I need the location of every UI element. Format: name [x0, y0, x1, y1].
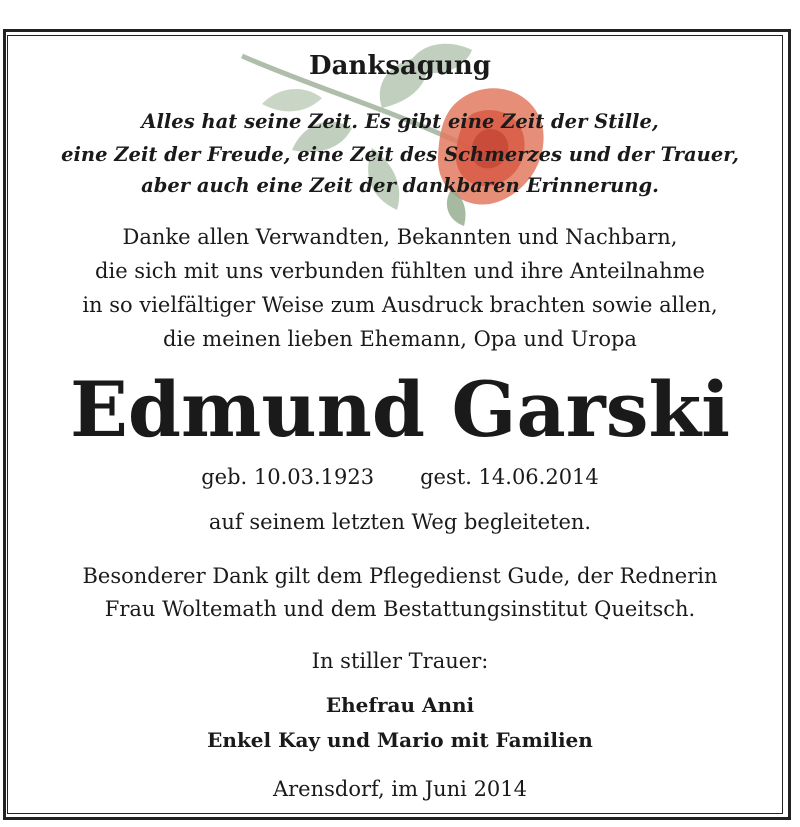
birth-date: geb. 10.03.1923	[201, 465, 375, 489]
mourning-line: In stiller Trauer:	[311, 649, 489, 673]
quote-line: aber auch eine Zeit der dankbaren Erinnerung.	[141, 174, 659, 197]
thanks-line: die sich mit uns verbunden fühlten und ihre Anteilnahme	[95, 259, 705, 283]
family-line: Enkel Kay und Mario mit Familien	[207, 728, 593, 752]
special-thanks-line: Frau Woltemath und dem Bestattungsinstitut Queitsch.	[104, 597, 696, 621]
family-line: Ehefrau Anni	[325, 693, 475, 717]
deceased-name: Edmund Garski	[69, 365, 731, 454]
quote-line: Alles hat seine Zeit. Es gibt eine Zeit der Stille,	[141, 110, 659, 133]
quote-line: eine Zeit der Freude, eine Zeit des Schmerzes und der Trauer,	[61, 143, 739, 166]
life-dates	[0, 465, 800, 489]
place-date: Arensdorf, im Juni 2014	[272, 777, 528, 801]
special-thanks-line: Besonderer Dank gilt dem Pflegedienst Gude, der Rednerin	[82, 564, 718, 588]
last-way-line: auf seinem letzten Weg begleiteten.	[208, 510, 592, 534]
death-date: gest. 14.06.2014	[420, 465, 599, 489]
notice-title: Danksagung	[309, 51, 491, 81]
thanks-line: Danke allen Verwandten, Bekannten und Nachbarn,	[122, 225, 678, 249]
thanks-line: die meinen lieben Ehemann, Opa und Uropa	[163, 327, 637, 351]
thanks-line: in so vielfältiger Weise zum Ausdruck brachten sowie allen,	[82, 293, 718, 317]
